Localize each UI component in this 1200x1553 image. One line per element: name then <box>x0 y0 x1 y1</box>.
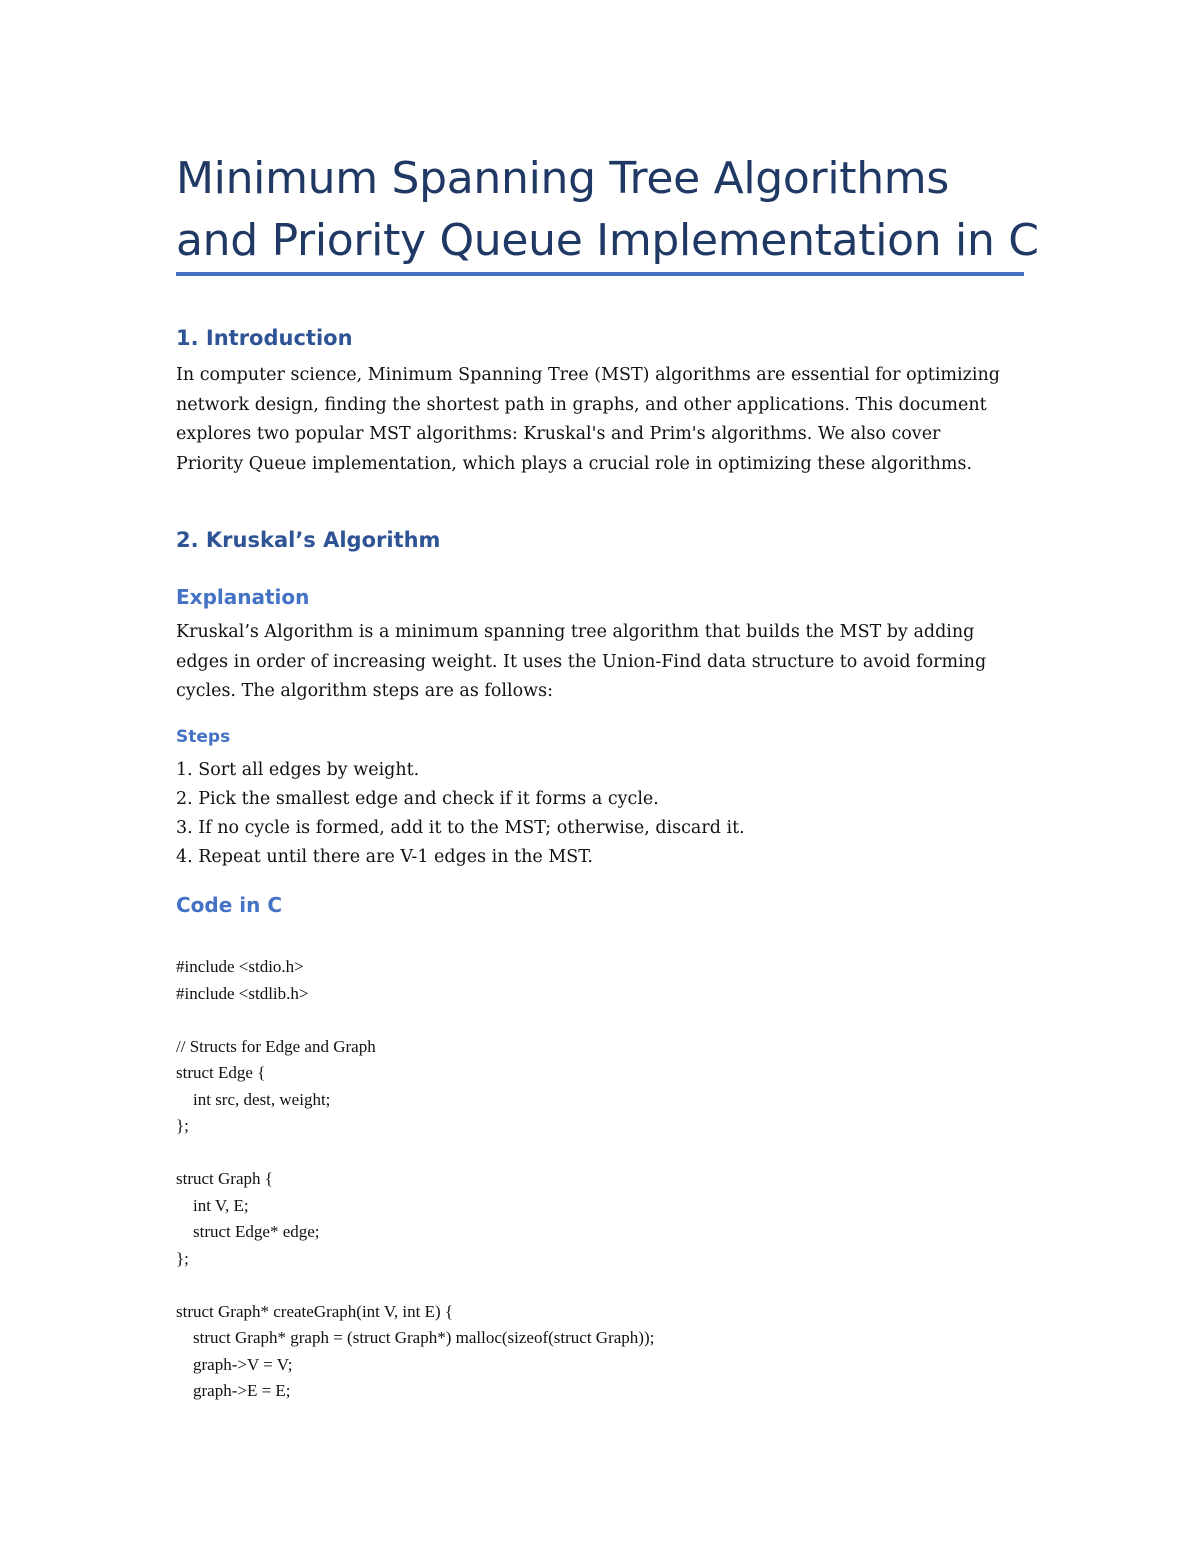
step-item: 1. Sort all edges by weight. <box>176 760 420 780</box>
explanation-heading: Explanation <box>176 585 310 609</box>
code-line <box>176 1007 1036 1034</box>
code-line: graph->E = E; <box>176 1381 291 1400</box>
code-block <box>176 954 1036 1405</box>
title-underline <box>176 272 1024 276</box>
introduction-line: explores two popular MST algorithms: Kruskal's and Prim's algorithms. We also cover <box>176 424 941 444</box>
step-item: 2. Pick the smallest edge and check if it forms a cycle. <box>176 789 659 809</box>
step-item: 3. If no cycle is formed, add it to the MST; otherwise, discard it. <box>176 818 745 838</box>
title-line-2: and Priority Queue Implementation in C <box>176 215 1039 266</box>
introduction-line: Priority Queue implementation, which plays a crucial role in optimizing these algorithms. <box>176 453 973 474</box>
code-line: }; <box>176 1116 189 1135</box>
code-line: graph->V = V; <box>176 1354 293 1374</box>
document-title <box>176 148 1039 272</box>
code-line: }; <box>176 1248 189 1268</box>
code-line: struct Graph* createGraph(int V, int E) { <box>176 1301 454 1321</box>
code-line: struct Edge { <box>176 1063 266 1082</box>
code-line: #include <stdio.h> <box>176 957 304 976</box>
code-line: int V, E; <box>176 1195 249 1215</box>
explanation-paragraph <box>176 618 1036 707</box>
code-line: int src, dest, weight; <box>176 1089 331 1109</box>
code-line: struct Edge* edge; <box>176 1222 320 1241</box>
introduction-line: In computer science, Minimum Spanning Tree (MST) algorithms are essential for optimizing <box>176 365 1000 385</box>
step-item: 4. Repeat until there are V-1 edges in the MST. <box>176 847 593 867</box>
title-line-1: Minimum Spanning Tree Algorithms <box>176 153 949 204</box>
code-line <box>176 1140 1036 1167</box>
steps-heading: Steps <box>176 727 231 747</box>
kruskal-heading: 2. Kruskal’s Algorithm <box>176 528 441 552</box>
code-heading: Code in C <box>176 893 282 917</box>
explanation-line: cycles. The algorithm steps are as follows: <box>176 681 554 701</box>
explanation-line: Kruskal’s Algorithm is a minimum spanning tree algorithm that builds the MST by adding <box>176 622 975 642</box>
code-line: #include <stdlib.h> <box>176 983 309 1003</box>
code-line: struct Graph* graph = (struct Graph*) malloc(sizeof(struct Graph)); <box>176 1328 655 1347</box>
introduction-line: network design, finding the shortest path in graphs, and other applications. This document <box>176 394 987 415</box>
code-line: struct Graph { <box>176 1169 273 1188</box>
code-line: // Structs for Edge and Graph <box>176 1036 376 1056</box>
code-line <box>176 1272 1036 1299</box>
introduction-paragraph <box>176 361 1036 479</box>
steps-list <box>176 756 1036 872</box>
explanation-line: edges in order of increasing weight. It uses the Union-Find data structure to avoid forming <box>176 651 987 672</box>
introduction-heading: 1. Introduction <box>176 326 353 350</box>
